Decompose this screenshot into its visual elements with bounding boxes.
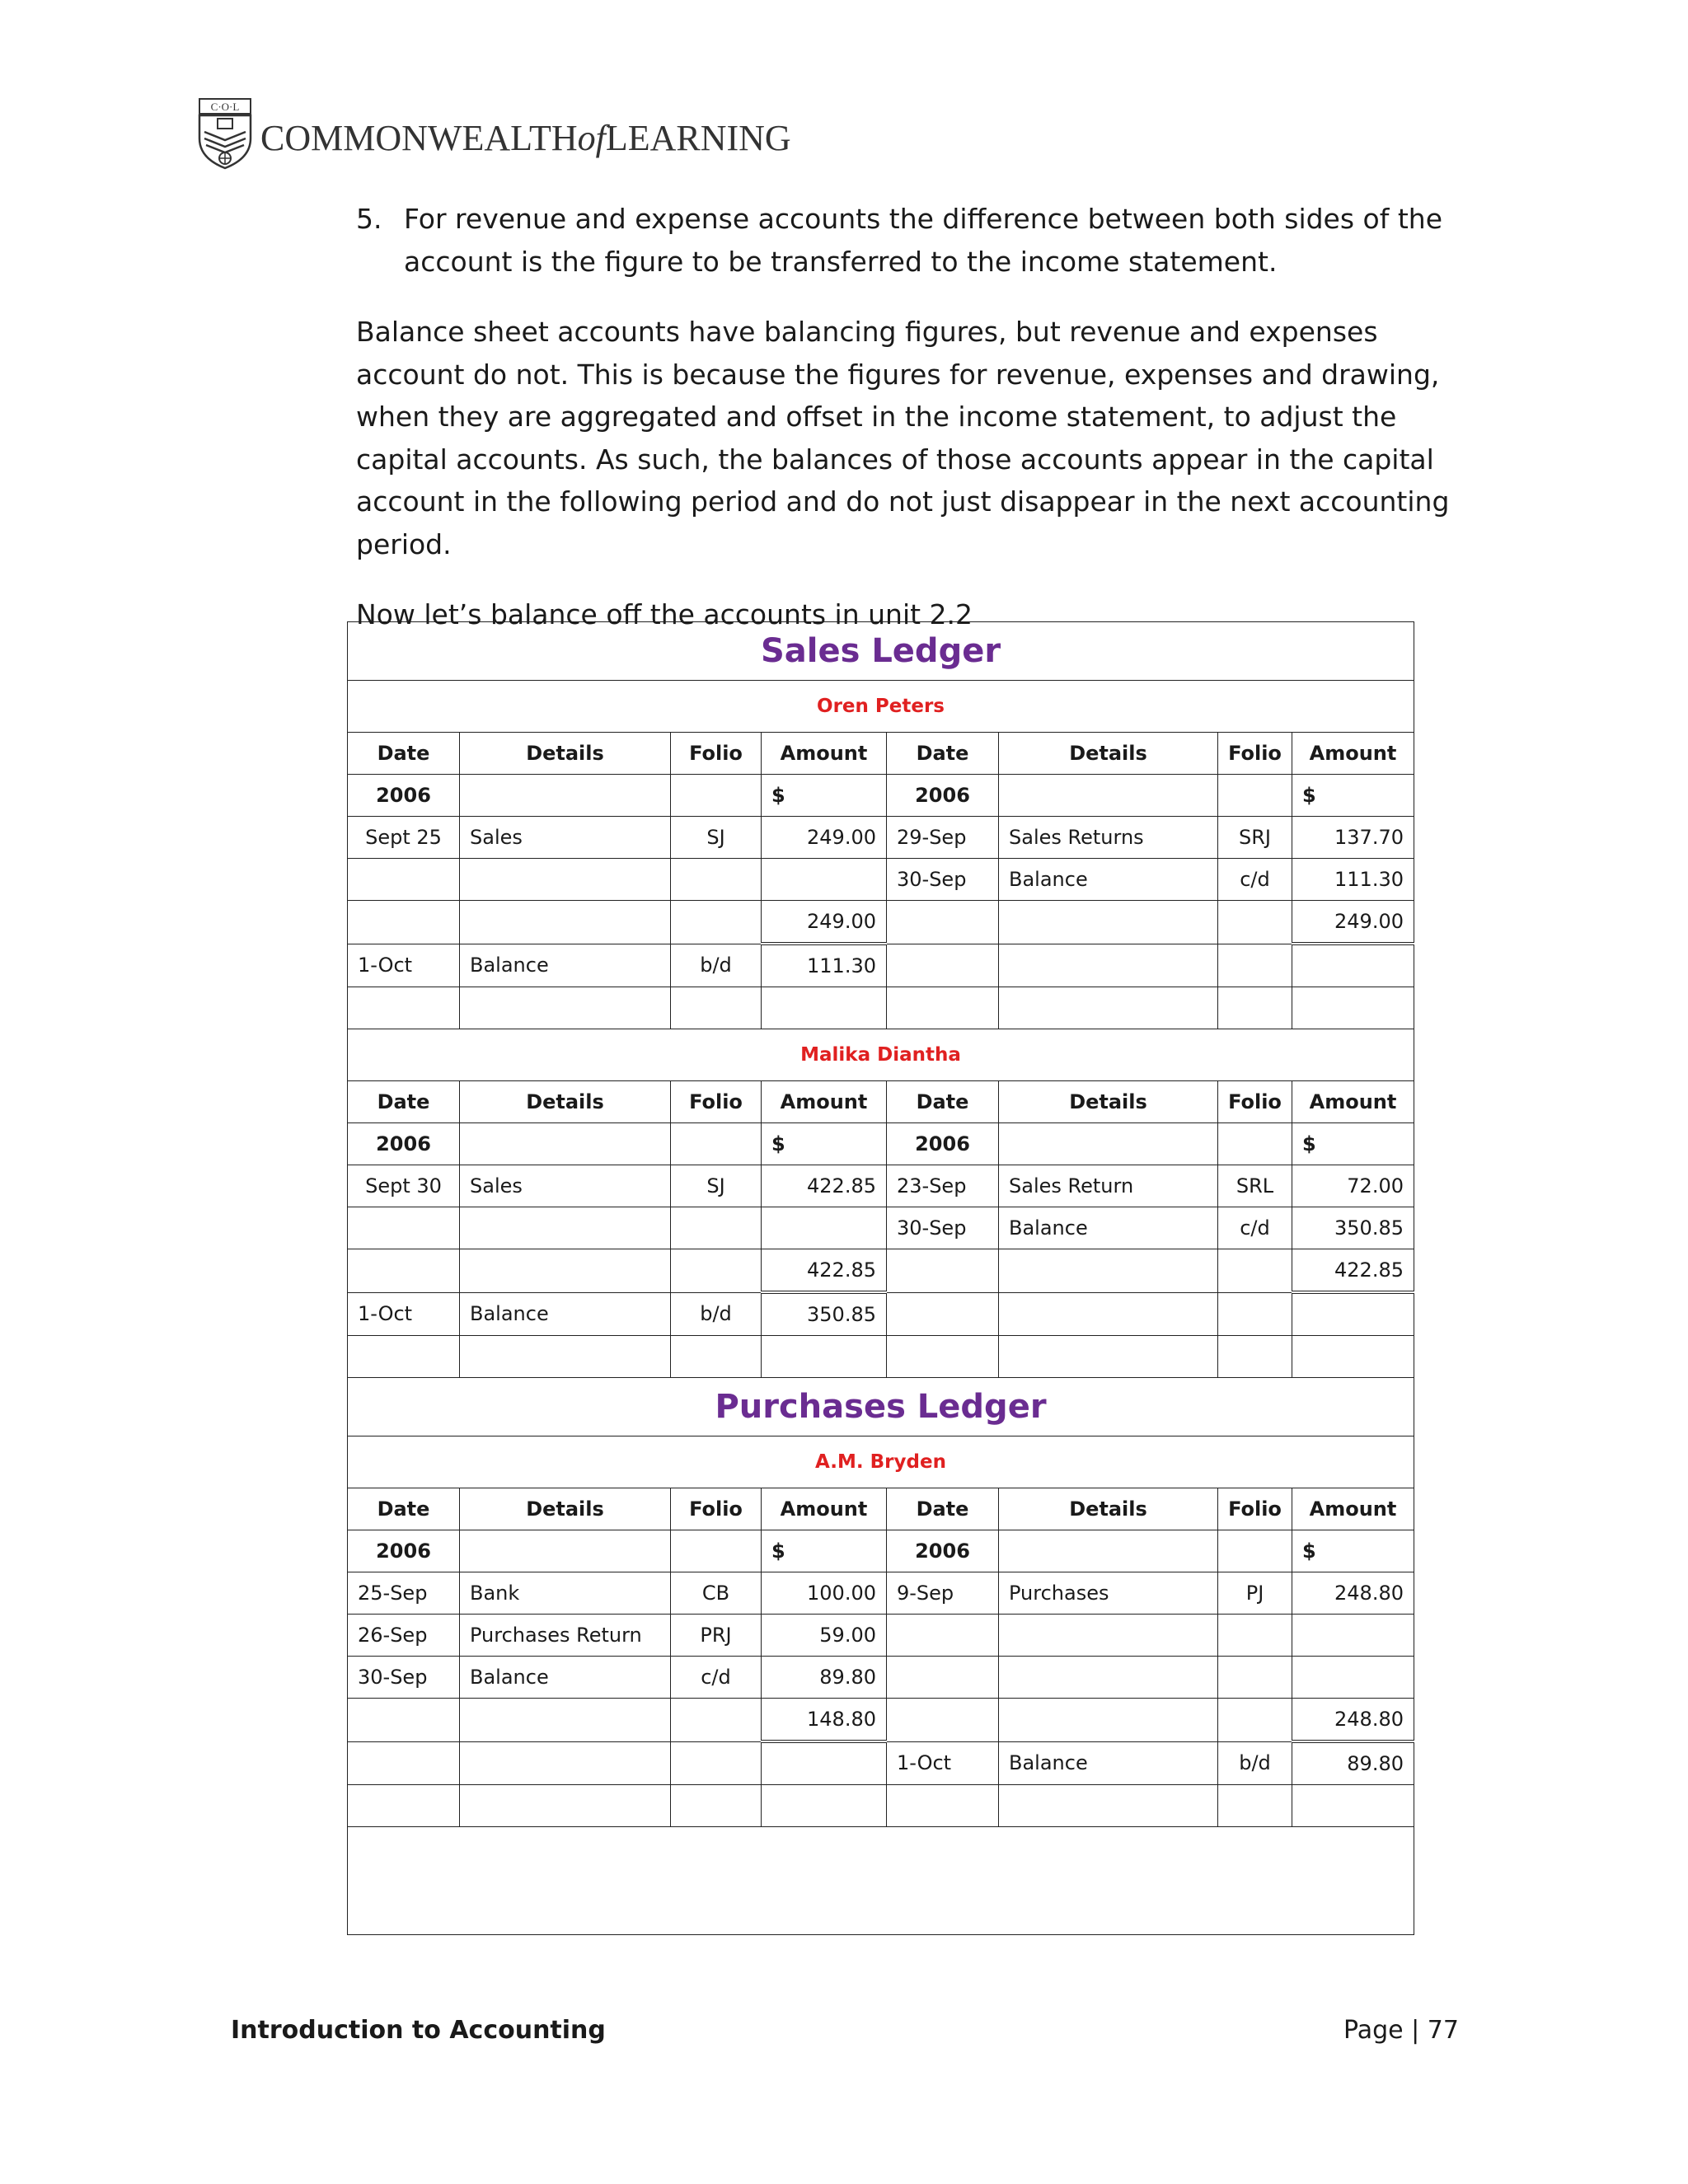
currency-cell: $ (762, 775, 887, 817)
account-name-am-bryden: A.M. Bryden (348, 1436, 1414, 1488)
details-cell: Sales (460, 1165, 671, 1207)
header-details: Details (999, 1488, 1218, 1530)
header-date: Date (348, 1488, 460, 1530)
details-cell: Balance (460, 1292, 671, 1336)
amount-cell: 59.00 (762, 1615, 887, 1657)
folio-cell: SRJ (1218, 817, 1292, 859)
amount-cell: 350.85 (1292, 1207, 1414, 1249)
page-number: Page | 77 (1343, 2016, 1459, 2045)
logo-name-part1: COMMONWEALTH (260, 118, 578, 158)
totals-row (348, 1249, 1414, 1293)
year-cell: 2006 (348, 1530, 460, 1572)
folio-cell: b/d (671, 1292, 762, 1336)
amount-cell: 249.00 (762, 817, 887, 859)
item-text: For revenue and expense accounts the difference between both sides of the account is the figure to be transferred to the income statement. (404, 203, 1442, 278)
table-row (348, 1165, 1414, 1207)
header-details: Details (460, 1081, 671, 1123)
purchases-ledger-title: Purchases Ledger (348, 1378, 1414, 1436)
folio-cell: c/d (1218, 1207, 1292, 1249)
details-cell: Balance (999, 1741, 1218, 1785)
table-row (348, 944, 1414, 987)
year-row (348, 775, 1414, 817)
date-cell: 26-Sep (348, 1615, 460, 1657)
folio-cell: SJ (671, 1165, 762, 1207)
amount-cell: 111.30 (762, 944, 887, 987)
details-cell: Balance (999, 859, 1218, 901)
totals-row (348, 1699, 1414, 1742)
header-folio: Folio (671, 1488, 762, 1530)
table-row (348, 1657, 1414, 1699)
details-cell: Balance (999, 1207, 1218, 1249)
date-cell: 9-Sep (887, 1572, 999, 1615)
details-cell: Balance (460, 944, 671, 987)
currency-cell: $ (1292, 1530, 1414, 1572)
details-cell: Sales Return (999, 1165, 1218, 1207)
header-details: Details (460, 733, 671, 775)
amount-cell: 248.80 (1292, 1572, 1414, 1615)
folio-cell: CB (671, 1572, 762, 1615)
year-cell: 2006 (887, 1530, 999, 1572)
header-amount: Amount (1292, 733, 1414, 775)
explanation-paragraph: Balance sheet accounts have balancing figures, but revenue and expenses account do not. This is because the figures for revenue, expenses and drawing, when they are aggregated and offset in the income statement, to adjust the capital accounts. As such, the balances of those accounts appear in the capital account in the following period and do not just disappear in the next accounting period. (356, 316, 1450, 560)
col-logo (198, 97, 791, 173)
header-details: Details (999, 733, 1218, 775)
header-details: Details (999, 1081, 1218, 1123)
date-cell: 30-Sep (887, 1207, 999, 1249)
details-cell: Sales Returns (999, 817, 1218, 859)
header-date: Date (348, 1081, 460, 1123)
table-row (348, 1615, 1414, 1657)
table-row (348, 859, 1414, 901)
sales-ledger-title: Sales Ledger (348, 622, 1414, 681)
logo-name-part2: LEARNING (605, 118, 791, 158)
amount-cell: 422.85 (762, 1165, 887, 1207)
year-cell: 2006 (348, 1123, 460, 1165)
header-folio: Folio (671, 733, 762, 775)
folio-cell: c/d (671, 1657, 762, 1699)
currency-cell: $ (1292, 775, 1414, 817)
total-cell: 422.85 (762, 1249, 887, 1293)
header-date: Date (887, 1488, 999, 1530)
folio-cell: SRL (1218, 1165, 1292, 1207)
folio-cell: PJ (1218, 1572, 1292, 1615)
footer-title: Introduction to Accounting (231, 2016, 606, 2045)
header-date: Date (348, 733, 460, 775)
currency-cell: $ (1292, 1123, 1414, 1165)
header-folio: Folio (1218, 1488, 1292, 1530)
total-cell: 148.80 (762, 1699, 887, 1742)
date-cell: Sept 25 (348, 817, 460, 859)
details-cell: Bank (460, 1572, 671, 1615)
details-cell: Balance (460, 1657, 671, 1699)
column-header-row (348, 1488, 1414, 1530)
currency-cell: $ (762, 1123, 887, 1165)
amount-cell: 137.70 (1292, 817, 1414, 859)
table-row (348, 1207, 1414, 1249)
date-cell: 29-Sep (887, 817, 999, 859)
blank-area (348, 1827, 1414, 1935)
amount-cell: 89.80 (762, 1657, 887, 1699)
table-row (348, 1292, 1414, 1336)
body-text (356, 198, 1493, 664)
folio-cell: PRJ (671, 1615, 762, 1657)
folio-cell: c/d (1218, 859, 1292, 901)
folio-cell: b/d (671, 944, 762, 987)
header-date: Date (887, 1081, 999, 1123)
date-cell: Sept 30 (348, 1165, 460, 1207)
header-folio: Folio (1218, 733, 1292, 775)
header-details: Details (460, 1488, 671, 1530)
date-cell: 1-Oct (348, 944, 460, 987)
amount-cell: 350.85 (762, 1292, 887, 1336)
amount-cell: 89.80 (1292, 1741, 1414, 1785)
totals-row (348, 901, 1414, 944)
table-row (348, 1741, 1414, 1785)
folio-cell: SJ (671, 817, 762, 859)
total-cell: 249.00 (762, 901, 887, 944)
folio-cell: b/d (1218, 1741, 1292, 1785)
amount-cell: 72.00 (1292, 1165, 1414, 1207)
logo-name-of: of (577, 118, 606, 158)
header-amount: Amount (1292, 1081, 1414, 1123)
currency-cell: $ (762, 1530, 887, 1572)
total-cell: 249.00 (1292, 901, 1414, 944)
logo-wordmark (260, 117, 791, 159)
ledger-table (347, 621, 1414, 1935)
year-row (348, 1123, 1414, 1165)
year-cell: 2006 (887, 775, 999, 817)
logo-badge-text: C·O·L (210, 101, 240, 113)
account-name-oren-peters: Oren Peters (348, 681, 1414, 733)
intro-sentence: Now let’s balance off the accounts in unit 2.2 (356, 598, 973, 630)
header-amount: Amount (762, 1081, 887, 1123)
column-header-row (348, 1081, 1414, 1123)
date-cell: 30-Sep (348, 1657, 460, 1699)
header-folio: Folio (671, 1081, 762, 1123)
details-cell: Purchases (999, 1572, 1218, 1615)
col-shield-icon (198, 97, 252, 170)
numbered-item (356, 198, 1493, 283)
details-cell: Sales (460, 817, 671, 859)
amount-cell: 100.00 (762, 1572, 887, 1615)
empty-row (348, 1785, 1414, 1827)
header-date: Date (887, 733, 999, 775)
account-name-malika-diantha: Malika Diantha (348, 1029, 1414, 1081)
header-amount: Amount (762, 733, 887, 775)
amount-cell: 111.30 (1292, 859, 1414, 901)
column-header-row (348, 733, 1414, 775)
empty-row (348, 987, 1414, 1029)
date-cell: 30-Sep (887, 859, 999, 901)
date-cell: 1-Oct (348, 1292, 460, 1336)
details-cell: Purchases Return (460, 1615, 671, 1657)
date-cell: 1-Oct (887, 1741, 999, 1785)
date-cell: 25-Sep (348, 1572, 460, 1615)
header-folio: Folio (1218, 1081, 1292, 1123)
item-number: 5. (356, 203, 382, 235)
total-cell: 248.80 (1292, 1699, 1414, 1742)
table-row (348, 1572, 1414, 1615)
header-amount: Amount (1292, 1488, 1414, 1530)
table-row (348, 817, 1414, 859)
year-row (348, 1530, 1414, 1572)
total-cell: 422.85 (1292, 1249, 1414, 1293)
header-amount: Amount (762, 1488, 887, 1530)
year-cell: 2006 (887, 1123, 999, 1165)
empty-row (348, 1336, 1414, 1378)
date-cell: 23-Sep (887, 1165, 999, 1207)
year-cell: 2006 (348, 775, 460, 817)
